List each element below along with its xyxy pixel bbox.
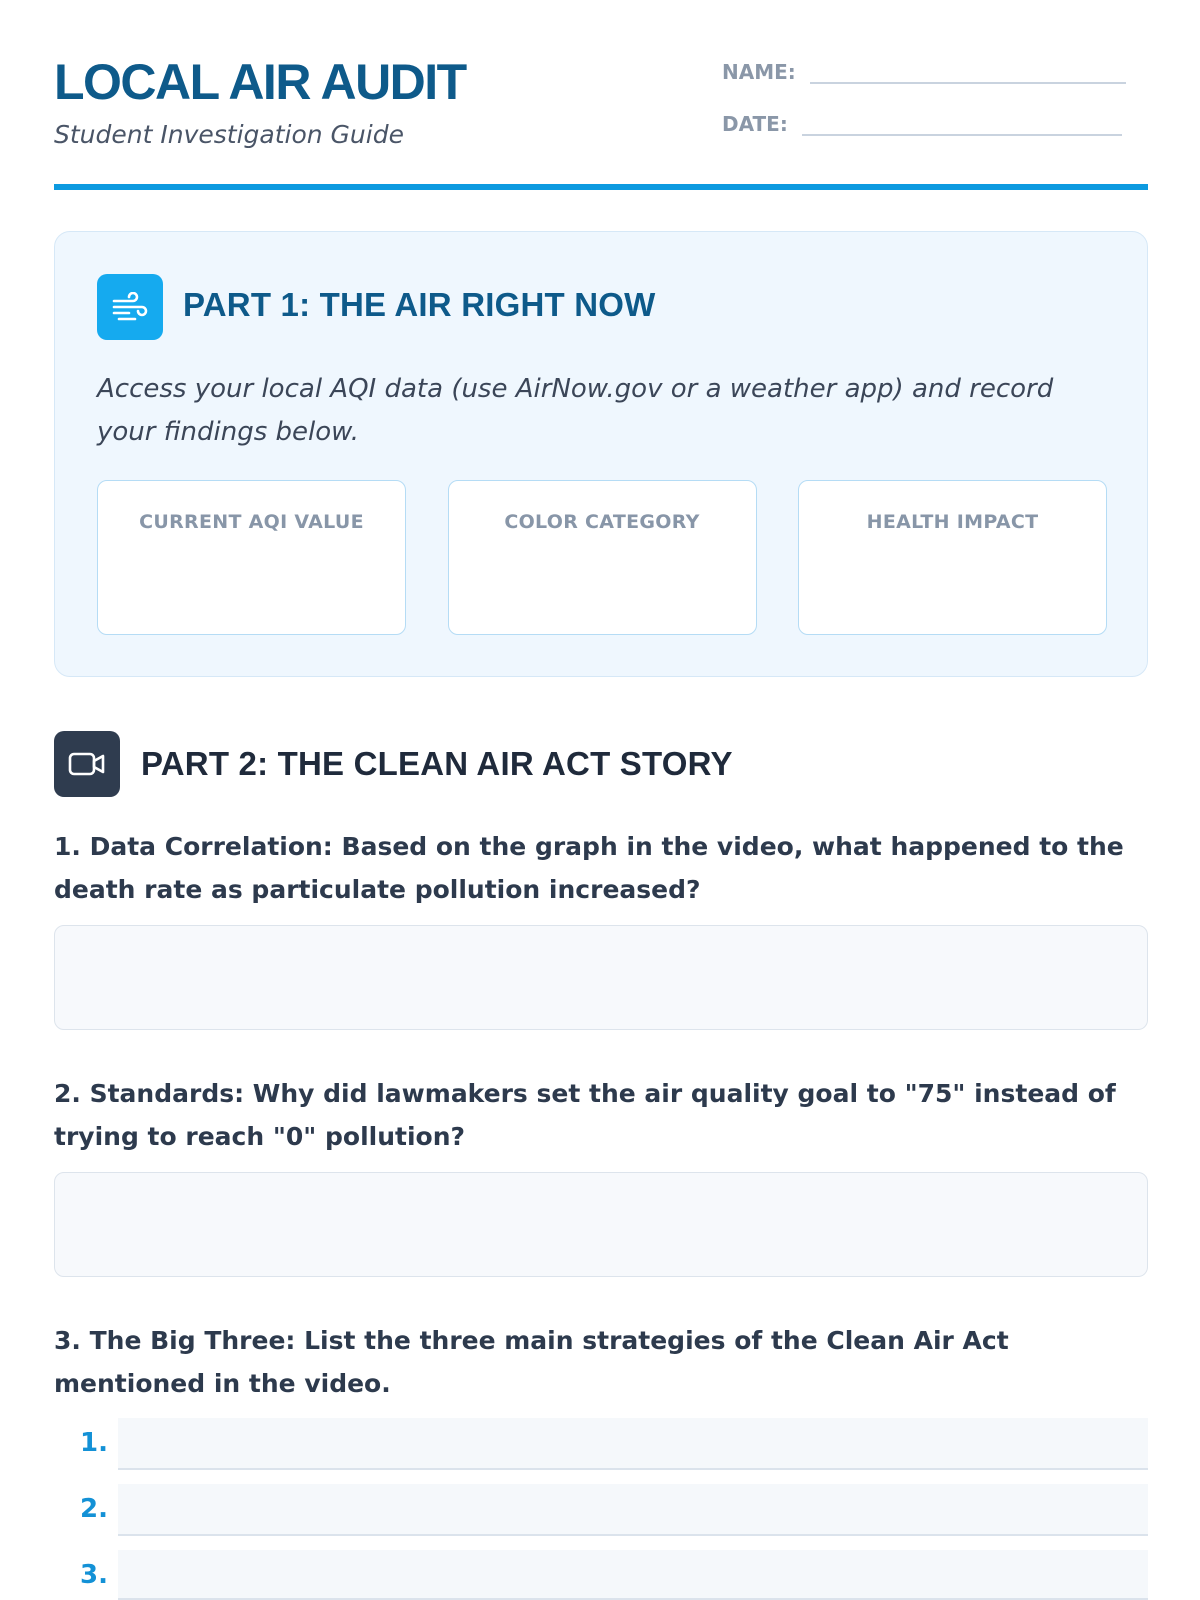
- aqi-boxes: [97, 480, 1107, 635]
- current-aqi-box[interactable]: [97, 480, 406, 635]
- part1-title: PART 1: THE AIR RIGHT NOW: [183, 286, 656, 323]
- page-title: LOCAL AIR AUDIT: [54, 54, 466, 110]
- current-aqi-label: CURRENT AQI VALUE: [139, 511, 364, 533]
- header-divider: [54, 184, 1148, 190]
- list-item: [54, 1484, 1148, 1538]
- part2-title: PART 2: THE CLEAN AIR ACT STORY: [141, 745, 733, 782]
- question-1: 1. Data Correlation: Based on the graph in the video, what happened to the death rate as particulate pollution increased?: [54, 832, 1124, 904]
- strategy-answer-line[interactable]: [118, 1418, 1148, 1470]
- part1-instructions: Access your local AQI data (use AirNow.gov or a weather app) and record your findings below.: [97, 374, 1054, 447]
- date-field[interactable]: [802, 116, 1122, 136]
- name-field-row: [722, 60, 1126, 84]
- health-impact-box[interactable]: [798, 480, 1107, 635]
- health-impact-label: HEALTH IMPACT: [866, 511, 1039, 533]
- strategy-answer-line[interactable]: [118, 1550, 1148, 1600]
- color-category-box[interactable]: [448, 480, 757, 635]
- list-number: 3.: [80, 1560, 108, 1590]
- date-label: DATE:: [722, 112, 788, 136]
- video-camera-icon: [54, 731, 120, 797]
- part1-panel: [54, 231, 1148, 677]
- strategy-answer-line[interactable]: [118, 1484, 1148, 1536]
- worksheet-header: [54, 52, 1148, 190]
- name-field[interactable]: [810, 64, 1126, 84]
- answer-box-1[interactable]: [54, 925, 1148, 1030]
- list-item: [54, 1418, 1148, 1472]
- list-number: 2.: [80, 1494, 108, 1524]
- list-item: [54, 1550, 1148, 1600]
- page-subtitle: Student Investigation Guide: [54, 120, 404, 149]
- wind-icon: [97, 274, 163, 340]
- color-category-label: COLOR CATEGORY: [504, 511, 700, 533]
- question-2: 2. Standards: Why did lawmakers set the air quality goal to "75" instead of trying to reach "0" pollution?: [54, 1079, 1116, 1151]
- answer-box-2[interactable]: [54, 1172, 1148, 1277]
- question-3: 3. The Big Three: List the three main strategies of the Clean Air Act mentioned in the video.: [54, 1326, 1009, 1398]
- date-field-row: [722, 112, 1122, 136]
- list-number: 1.: [80, 1428, 108, 1458]
- name-label: NAME:: [722, 60, 796, 84]
